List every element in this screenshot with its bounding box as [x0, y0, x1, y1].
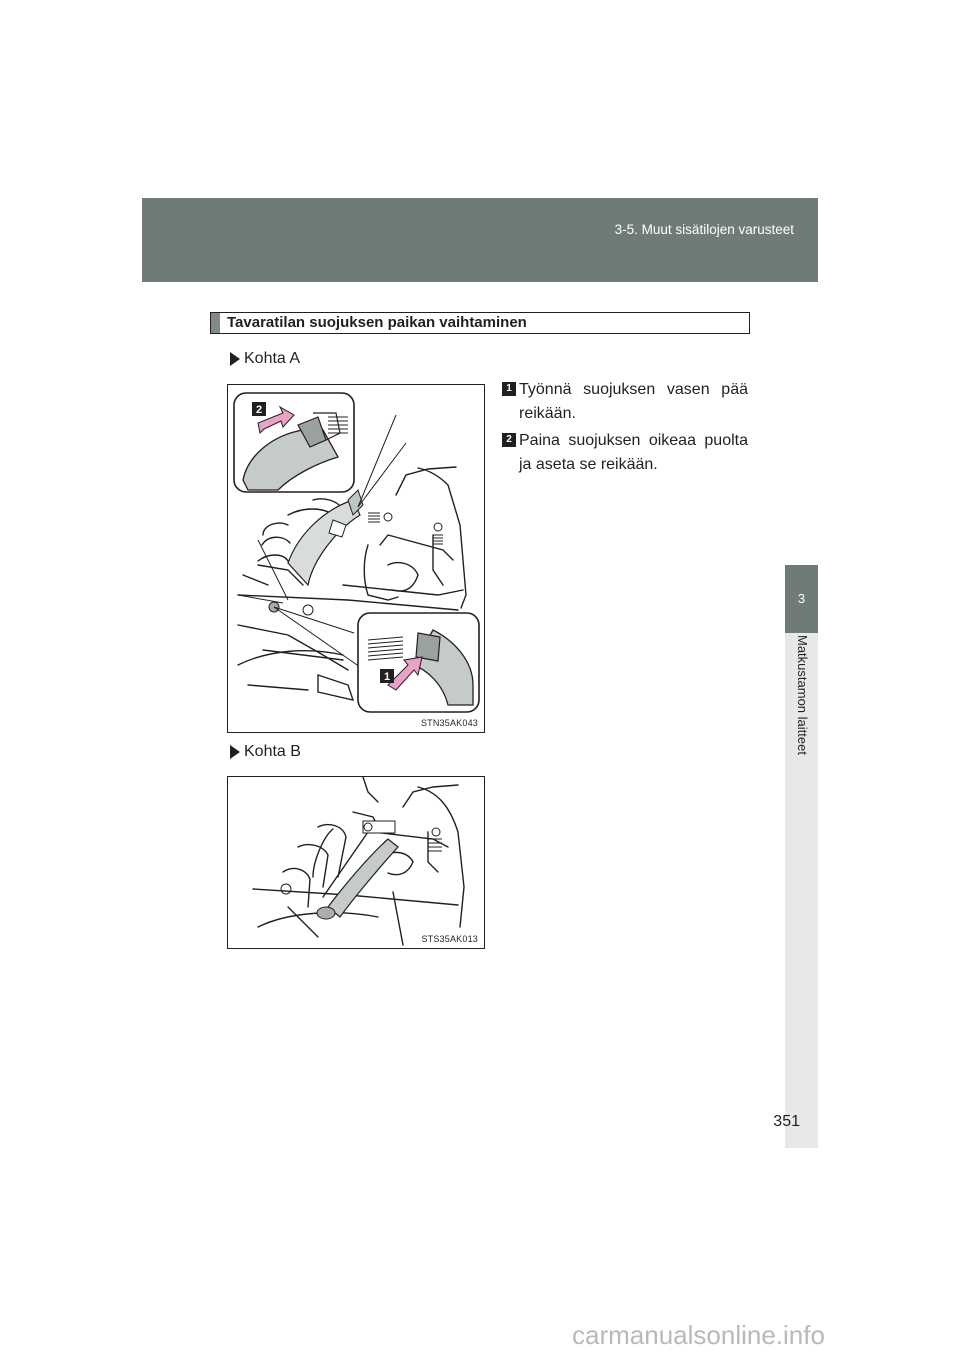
section-title: Tavaratilan suojuksen paikan vaihtaminen	[227, 314, 527, 331]
figure-a-code: STN35AK043	[420, 718, 478, 728]
step-1-line-1: Työnnä suojuksen vasen pää	[519, 381, 748, 398]
step-1-badge: 1	[502, 382, 516, 396]
step-2-badge: 2	[502, 433, 516, 447]
step-2	[502, 429, 748, 477]
page-number: 351	[773, 1113, 800, 1130]
position-b-label	[230, 743, 301, 761]
figure-b-code: STS35AK013	[421, 934, 478, 944]
position-a-label	[230, 350, 300, 368]
figure-position-b	[227, 776, 485, 949]
cargo-cover-illustration-b	[228, 777, 484, 948]
chapter-tab	[785, 565, 818, 633]
watermark-text: carmanualsonline.info	[572, 1320, 825, 1350]
position-b-text: Kohta B	[244, 743, 301, 760]
callout-2-label: 2	[255, 404, 263, 416]
header-band	[142, 198, 818, 282]
callout-1-label: 1	[383, 671, 391, 683]
chapter-number: 3	[797, 591, 806, 606]
figure-position-a	[227, 384, 485, 733]
triangle-bullet-icon	[230, 745, 240, 759]
step-1	[502, 378, 748, 426]
triangle-bullet-icon	[230, 352, 240, 366]
step-2-line-1: Paina suojuksen oikeaa puolta	[519, 432, 748, 449]
step-1-line-2: reikään.	[519, 405, 576, 422]
cargo-cover-illustration-a	[228, 385, 484, 732]
section-heading-bar	[211, 313, 220, 333]
header-section-title: 3-5. Muut sisätilojen varusteet	[614, 222, 794, 237]
section-heading	[210, 312, 750, 334]
position-a-text: Kohta A	[244, 350, 301, 367]
step-2-line-2: ja aseta se reikään.	[519, 456, 658, 473]
chapter-label: Matkustamon laitteet	[795, 635, 810, 755]
